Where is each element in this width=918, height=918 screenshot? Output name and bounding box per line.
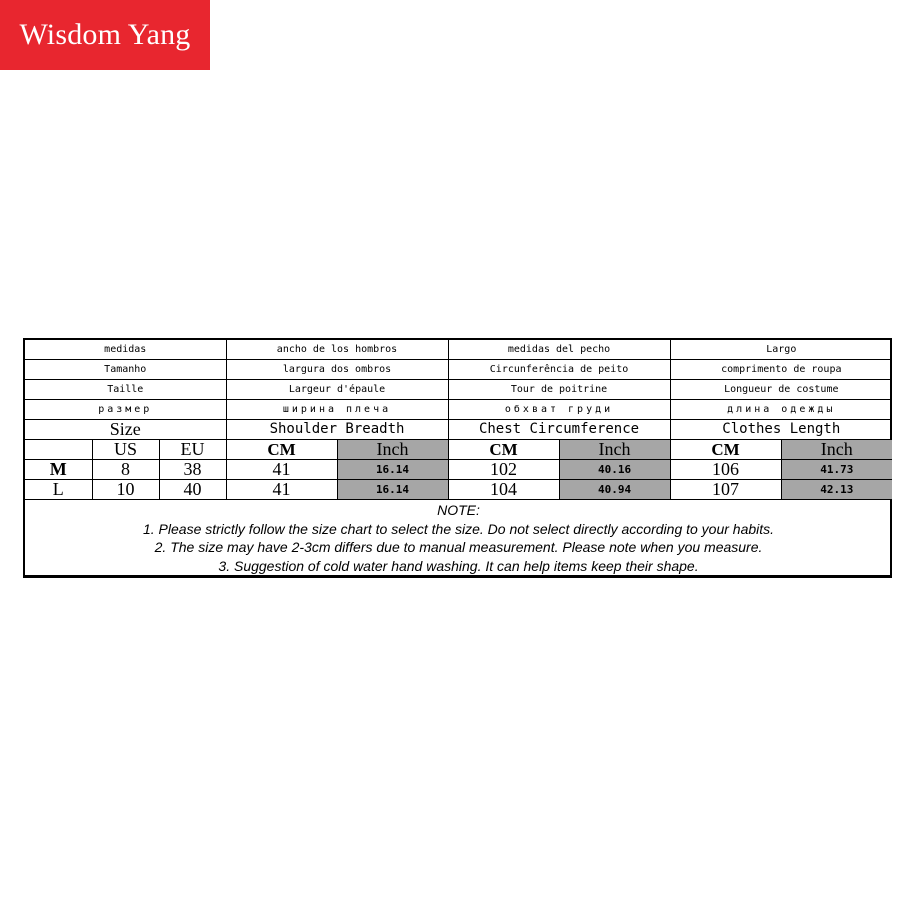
chest-inch-cell: 40.94 — [559, 480, 670, 500]
chest-label-ru: обхват груди — [448, 400, 670, 420]
note-item: 2. The size may have 2-3cm differs due to manual measurement. Please note when you measure. — [154, 539, 763, 555]
chest-label-pt: Circunferência de peito — [448, 360, 670, 380]
size-subheader-blank — [25, 440, 92, 460]
note-item: 3. Suggestion of cold water hand washing. It can help items keep their shape. — [218, 557, 699, 574]
lang-row-spanish — [25, 340, 892, 360]
header-row — [25, 420, 892, 440]
shoulder-label-pt: largura dos ombros — [226, 360, 448, 380]
notes-row — [25, 500, 892, 576]
eu-cell: 40 — [159, 480, 226, 500]
chest-header: Chest Circumference — [448, 420, 670, 440]
chest-inch-cell: 40.16 — [559, 460, 670, 480]
shoulder-inch-subheader: Inch — [337, 440, 448, 460]
length-inch-cell: 41.73 — [781, 460, 892, 480]
length-inch-cell: 42.13 — [781, 480, 892, 500]
us-cell: 8 — [92, 460, 159, 480]
length-label-ru: длина одежды — [670, 400, 892, 420]
chest-label-es: medidas del pecho — [448, 340, 670, 360]
size-header: Size — [25, 420, 226, 440]
shoulder-label-es: ancho de los hombros — [226, 340, 448, 360]
eu-cell: 38 — [159, 460, 226, 480]
shoulder-inch-cell: 16.14 — [337, 480, 448, 500]
size-cell: L — [25, 480, 92, 500]
shoulder-header: Shoulder Breadth — [226, 420, 448, 440]
chest-cm-cell: 104 — [448, 480, 559, 500]
lang-row-portuguese — [25, 360, 892, 380]
eu-subheader: EU — [159, 440, 226, 460]
size-table — [25, 340, 892, 576]
length-label-pt: comprimento de roupa — [670, 360, 892, 380]
us-subheader: US — [92, 440, 159, 460]
length-cm-subheader: CM — [670, 440, 781, 460]
size-label-fr: Taille — [25, 380, 226, 400]
lang-row-russian — [25, 400, 892, 420]
subheader-row — [25, 440, 892, 460]
chest-cm-subheader: CM — [448, 440, 559, 460]
length-inch-subheader: Inch — [781, 440, 892, 460]
shoulder-cm-cell: 41 — [226, 480, 337, 500]
size-label-pt: Tamanho — [25, 360, 226, 380]
chest-inch-subheader: Inch — [559, 440, 670, 460]
length-cm-cell: 107 — [670, 480, 781, 500]
lang-row-french — [25, 380, 892, 400]
length-header: Clothes Length — [670, 420, 892, 440]
table-row — [25, 460, 892, 480]
size-chart — [23, 338, 892, 578]
note-item: 1. Please strictly follow the size chart to select the size. Do not select directly according to your habits. — [142, 520, 775, 537]
shoulder-cm-subheader: CM — [226, 440, 337, 460]
brand-logo — [0, 0, 210, 70]
length-label-fr: Longueur de costume — [670, 380, 892, 400]
size-label-es: medidas — [25, 340, 226, 360]
length-cm-cell: 106 — [670, 460, 781, 480]
chest-cm-cell: 102 — [448, 460, 559, 480]
length-label-es: Largo — [670, 340, 892, 360]
brand-name: Wisdom Yang — [19, 18, 191, 51]
shoulder-inch-cell: 16.14 — [337, 460, 448, 480]
chest-label-fr: Tour de poitrine — [448, 380, 670, 400]
us-cell: 10 — [92, 480, 159, 500]
table-row — [25, 480, 892, 500]
shoulder-label-ru: ширина плеча — [226, 400, 448, 420]
shoulder-label-fr: Largeur d'épaule — [226, 380, 448, 400]
size-label-ru: размер — [25, 400, 226, 420]
notes-title: NOTE: — [437, 502, 480, 518]
size-cell: M — [25, 460, 92, 480]
shoulder-cm-cell: 41 — [226, 460, 337, 480]
notes-cell — [25, 500, 892, 576]
